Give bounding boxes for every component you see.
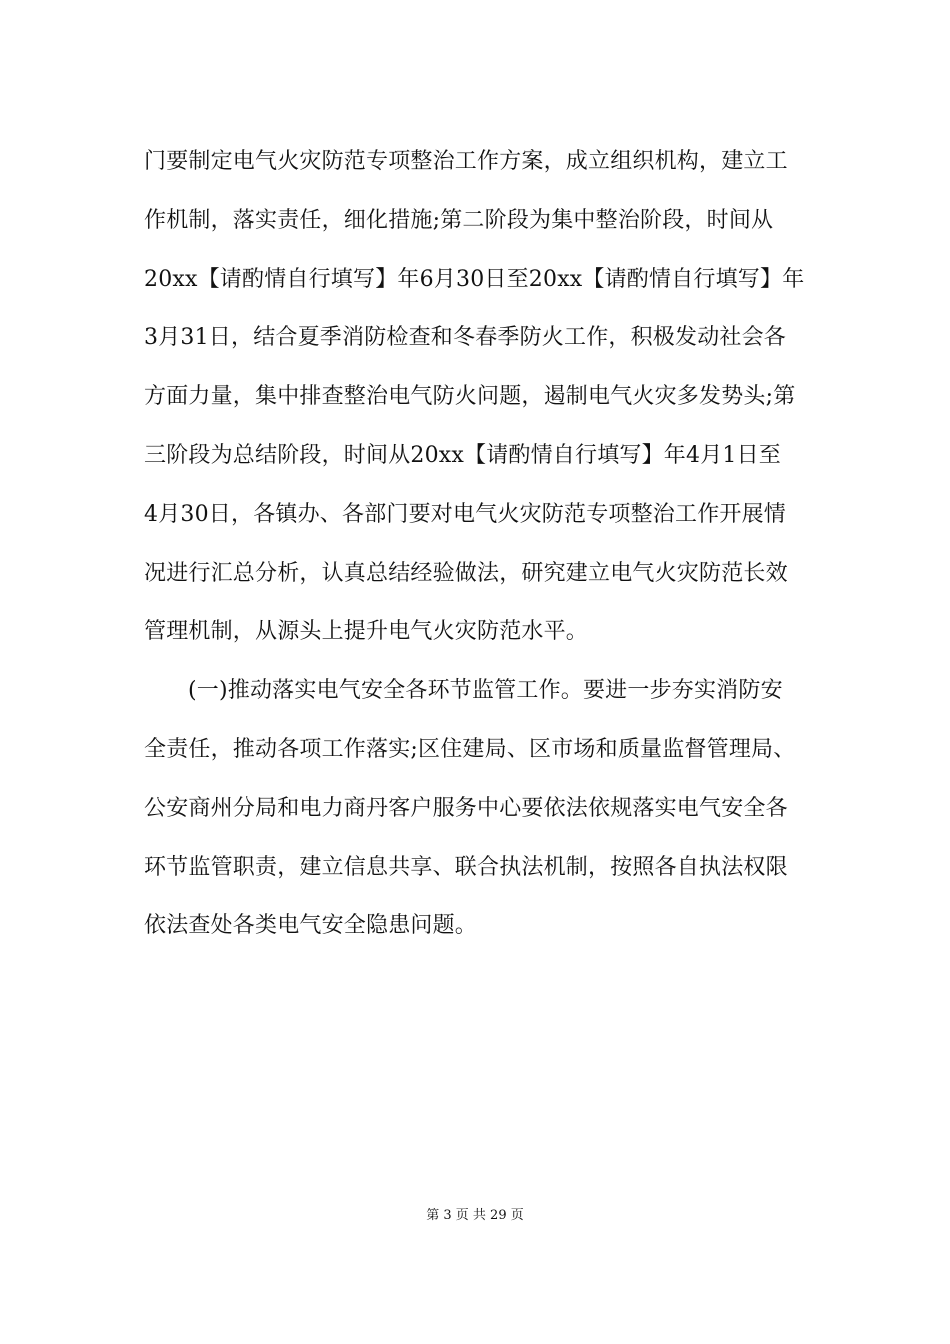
text-line: 4月30日，各镇办、各部门要对电气火灾防范专项整治工作开展情 — [144, 501, 786, 527]
text-line: 环节监管职责，建立信息共享、联合执法机制，按照各自执法权限 — [144, 854, 788, 880]
text-line: 20xx【请酌情自行填写】年6月30日至20xx【请酌情自行填写】年 — [144, 266, 805, 292]
text-line: 门要制定电气火灾防范专项整治工作方案，成立组织机构，建立工 — [144, 149, 788, 174]
paragraph-stage-description — [144, 133, 809, 662]
text-line: 三阶段为总结阶段，时间从20xx【请酌情自行填写】年4月1日至 — [144, 442, 782, 468]
text-line: 管理机制，从源头上提升电气火灾防范水平。 — [144, 619, 589, 645]
text-line: 公安商州分局和电力商丹客户服务中心要依法依规落实电气安全各 — [144, 795, 788, 821]
text-line: (一)推动落实电气安全各环节监管工作。要进一步夯实消防安 — [188, 678, 783, 704]
paragraph-supervision — [144, 662, 809, 956]
text-line: 依法查处各类电气安全隐患问题。 — [144, 913, 478, 939]
text-line: 况进行汇总分析，认真总结经验做法，研究建立电气火灾防范长效 — [144, 560, 788, 586]
text-line: 3月31日，结合夏季消防检查和冬春季防火工作，积极发动社会各 — [144, 325, 786, 351]
text-line: 方面力量，集中排查整治电气防火问题，遏制电气火灾多发势头;第 — [144, 384, 796, 410]
text-line: 全责任，推动各项工作落实;区住建局、区市场和质量监督管理局、 — [144, 736, 796, 762]
document-body — [144, 133, 809, 956]
text-line: 作机制，落实责任，细化措施;第二阶段为集中整治阶段，时间从 — [144, 207, 774, 233]
page-number: 第 3 页 共 29 页 — [426, 1208, 524, 1223]
